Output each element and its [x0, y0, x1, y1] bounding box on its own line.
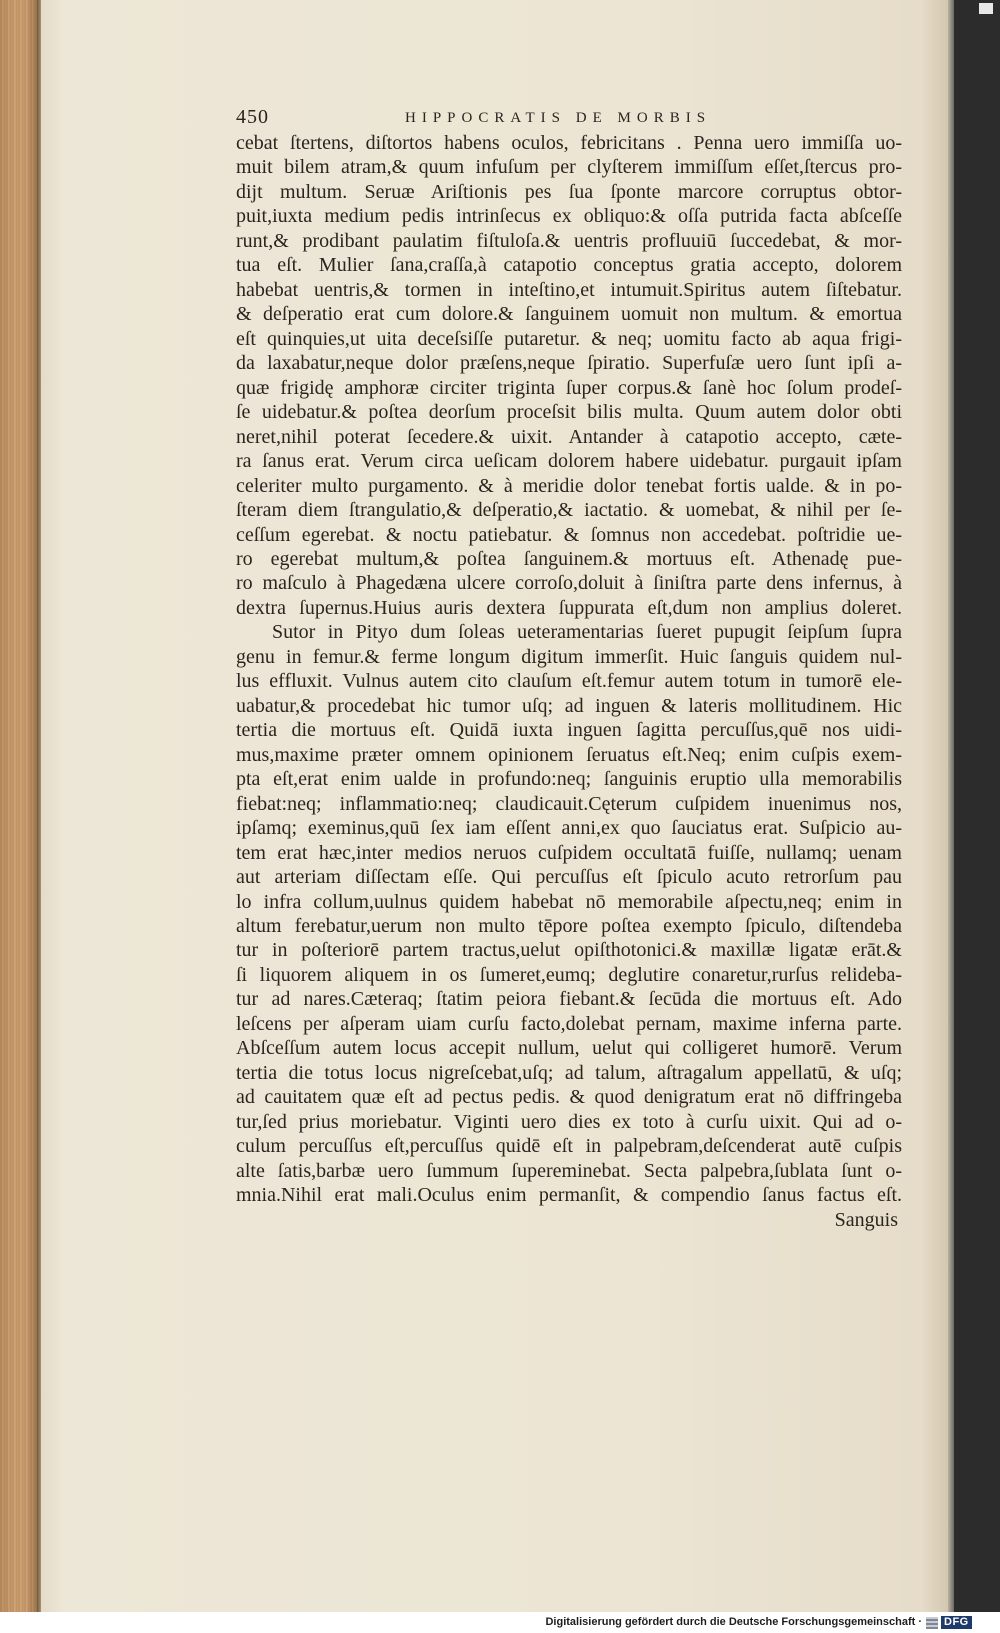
text-line: leſcens per aſperam uiam curſu facto,dolebat pernam, maxime inferna parte.	[236, 1012, 902, 1035]
page-fore-edge	[0, 0, 38, 1612]
running-head	[236, 104, 902, 130]
dfg-logo-text: DFG	[941, 1616, 972, 1629]
text-line: celeriter multo purgamento. & à meridie dolor tenebat fortis ualde. & in po-	[236, 474, 902, 497]
scanner-backdrop	[948, 0, 1000, 1612]
text-line: runt,& prodibant paulatim fiſtuloſa.& uentris profluuiū ſuccedebat, & mor-	[236, 229, 902, 252]
text-line: altum ferebatur,uerum non multo tēpore poſtea exempto ſpiculo, diſtendeba	[236, 915, 902, 937]
text-line: tua eſt. Mulier ſana,craſſa,à catapotio conceptus gratia accepto, dolorem	[236, 254, 902, 277]
text-line: ſteram diem ſtrangulatio,& deſperatio,& iactatio. & uomebat, & nihil per ſe-	[236, 499, 902, 522]
paragraph-start-line: Sutor in Pityo dum ſoleas ueteramentarias ſueret pupugit ſeipſum ſupra	[272, 621, 902, 644]
dfg-logo-mark-icon	[926, 1617, 938, 1629]
text-line: dextra ſupernus.Huius auris dextera ſuppurata eſt,dum non amplius doleret.	[236, 596, 902, 619]
text-line: ro maſculo à Phagedæna ulcere corroſo,doluit à ſiniſtra parte dens infernus, à	[236, 572, 902, 595]
text-line: tur,ſed prius moriebatur. Viginti uero dies ex toto à curſu uixit. Qui ad o-	[236, 1110, 902, 1133]
text-line: Abſceſſum autem locus accepit nullum, uelut qui colligeret humorē. Verum	[236, 1037, 902, 1060]
text-line: tur ad nares.Cæteraq; ſtatim peiora fiebant.& ſecūda die mortuus eſt. Ado	[236, 988, 902, 1011]
text-line: alte ſatis,barbæ uero ſummum ſupereminebat. Secta palpebra,ſublata ſunt o-	[236, 1159, 902, 1182]
text-line: tur in poſteriorē partem tractus,uelut opiſthotonici.& maxillæ ligatæ erāt.&	[236, 939, 902, 962]
text-line: tertia die totus locus nigreſcebat,uſq; ad talum, aſtragalum appellatū, & uſq;	[236, 1061, 902, 1084]
text-line: mnia.Nihil erat mali.Oculus enim permanſit, & compendio ſanus factus eſt.	[236, 1184, 902, 1207]
text-line: & deſperatio erat cum dolore.& ſanguinem uomuit non multum. & emortua	[236, 303, 902, 326]
text-line: muit bilem atram,& quum infuſum per clyſterem immiſſum eſſet,ſtercus pro-	[236, 156, 902, 179]
text-line: quæ frigidę amphoræ circiter triginta ſuper corpus.& ſanè hoc ſolum prodeſ-	[236, 376, 902, 399]
catchword: Sanguis	[834, 1208, 898, 1231]
text-line: tertia die mortuus eſt. Quidā iuxta inguen ſagitta percuſſus,quē nos uidi-	[236, 719, 902, 742]
text-line: aut arteriam diſſectam eſſe. Qui percuſſus eſt ſpiculo acuto retrorſum pau	[236, 866, 902, 889]
text-line: pta eſt,erat enim ualde in profundo:neq; ſanguinis eruptio ulla memorabilis	[236, 768, 902, 791]
text-line: neret,nihil poterat ſecedere.& uixit. Antander à catapotio accepto, cæte-	[236, 425, 902, 448]
scan-marker	[979, 3, 993, 14]
text-line: puit,iuxta medium pedis intrinſecus ex obliquo:& oſſa putrida facta abſceſſe	[236, 205, 902, 228]
funding-credit: Digitalisierung gefördert durch die Deutsche Forschungsgemeinschaft ·	[545, 1616, 922, 1628]
text-line: ſe uidebatur.& poſtea deorſum proceſsit bilis multa. Quum autem dolor obti	[236, 401, 902, 424]
text-line: cebat ſtertens, diſtortos habens oculos, febricitans . Penna uero immiſſa uo-	[236, 132, 902, 154]
text-line: lo infra collum,uulnus quidem habebat nō memorabile aſpectu,neq; enim in	[236, 890, 902, 913]
page-edge-strip	[948, 0, 954, 1612]
text-line: uabatur,& procedebat hic tumor uſq; ad inguen & lateris mollitudinem. Hic	[236, 694, 902, 717]
text-line: habebat uentris,& tormen in inteſtino,et intumuit.Spiritus autem ſiſtebatur.	[236, 278, 902, 301]
text-line: ipſamq; exeminus,quū ſex iam eſſent anni,ex quo ſauciatus erat. Suſpicio au-	[236, 817, 902, 840]
text-line: da laxabatur,neque dolor præſens,neque ſpiratio. Superfuſæ uero ſunt ipſi a-	[236, 352, 902, 375]
text-line: ceſſum egerebat. & noctu patiebatur. & ſomnus non accedebat. poſtridie ue-	[236, 523, 902, 546]
running-head-title: HIPPOCRATIS DE MORBIS	[405, 110, 712, 126]
text-line: genu in femur.& ferme longum digitum immerſit. Huic ſanguis quidem nul-	[236, 645, 902, 668]
text-line: fiebat:neq; inflammatio:neq; claudicauit.Cęterum cuſpidem inuenimus nos,	[236, 792, 902, 815]
text-line: lus effluxit. Vulnus autem cito clauſum eſt.femur autem totum in tumorē ele-	[236, 670, 902, 693]
dfg-logo	[926, 1616, 994, 1629]
text-line: ſi liquorem aliquem in os ſumeret,eumq; deglutire conaretur,rurſus relideba-	[236, 963, 902, 986]
text-line: mus,maxime præter omnem opinionem ſeruatus eſt.Neq; enim cuſpis exem-	[236, 743, 902, 766]
text-line: culum percuſſus eſt,percuſſus quidē eſt in palpebram,deſcenderat autē cuſpis	[236, 1135, 902, 1158]
text-line: ra ſanus erat. Verum circa ueſicam dolorem habere uidebatur. purgauit ipſam	[236, 450, 902, 473]
text-line: tem erat hæc,inter medios neruos cuſpidem occultatā fuiſſe, nullamq; uenam	[236, 841, 902, 864]
text-line: ro egerebat multum,& poſtea ſanguinem.& mortuus eſt. Athenadę pue-	[236, 547, 902, 570]
body-text	[236, 131, 902, 1232]
text-line: eſt quinquies,ut uita deceſsiſſe putaretur. & neq; uomitu facto ab aqua frigi-	[236, 327, 902, 350]
digitization-footer	[0, 1612, 1000, 1633]
text-line: ad cauitatem quæ eſt ad pectus pedis. & quod denigratum erat nō diffringeba	[236, 1086, 902, 1109]
text-line: dijt multum. Seruæ Ariſtionis pes ſua ſponte marcore corruptus obtor-	[236, 180, 902, 203]
page-number: 450	[236, 106, 269, 128]
